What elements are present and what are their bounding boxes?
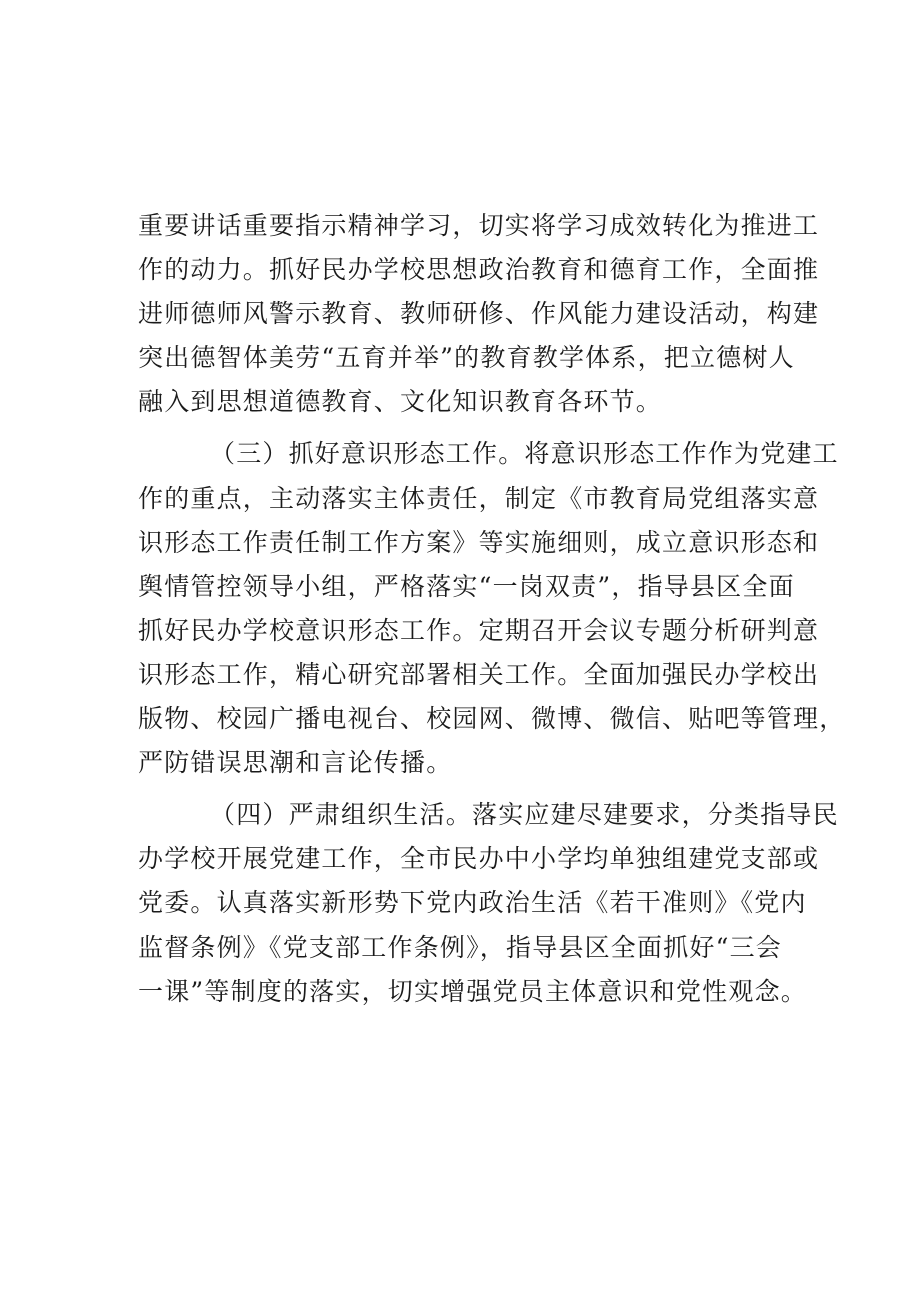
text-line: 识形态工作，精心研究部署相关工作。全面加强民办学校出 <box>138 659 820 689</box>
text-line: 识形态工作责任制工作方案》等实施细则，成立意识形态和 <box>138 527 820 557</box>
text-line: 严防错误思潮和言论传播。 <box>138 748 453 778</box>
text-line: 抓好民办学校意识形态工作。定期召开会议专题分析研判意 <box>138 615 820 645</box>
text-line: 重要讲话重要指示精神学习，切实将学习成效转化为推进工 <box>138 211 820 240</box>
text-line: 办学校开展党建工作，全市民办中小学均单独组建党支部或 <box>138 844 820 874</box>
document-body <box>138 204 846 1014</box>
paragraph-spacer <box>138 785 798 793</box>
paragraph-spacer <box>138 424 798 432</box>
text-line: 作的动力。抓好民办学校思想政治教育和德育工作，全面推 <box>138 255 820 285</box>
text-line: 党委。认真落实新形势下党内政治生活《若干准则》《党内 <box>138 888 807 918</box>
paragraph-section-3 <box>138 432 846 785</box>
text-line-first: （三）抓好意识形态工作。将意识形态工作作为党建工 <box>210 439 839 469</box>
text-line: 一课”等制度的落实，切实增强党员主体意识和党性观念。 <box>138 976 807 1006</box>
text-line: 监督条例》《党支部工作条例》，指导县区全面抓好“三会 <box>138 932 782 962</box>
text-line-first: （四）严肃组织生活。落实应建尽建要求，分类指导民 <box>210 800 839 830</box>
text-line: 融入到思想道德教育、文化知识教育各环节。 <box>138 387 663 417</box>
text-line: 版物、校园广播电视台、校园网、微博、微信、贴吧等管理， <box>138 704 846 734</box>
text-line: 突出德智体美劳“五育并举”的教育教学体系，把立德树人 <box>138 343 795 373</box>
paragraph-continuation <box>138 204 820 424</box>
paragraph-section-4 <box>138 793 839 1013</box>
text-line: 舆情管控领导小组，严格落实“一岗双责”，指导县区全面 <box>138 571 795 601</box>
text-line: 进师德师风警示教育、教师研修、作风能力建设活动，构建 <box>138 299 820 329</box>
text-line: 作的重点，主动落实主体责任，制定《市教育局党组落实意 <box>138 483 820 513</box>
